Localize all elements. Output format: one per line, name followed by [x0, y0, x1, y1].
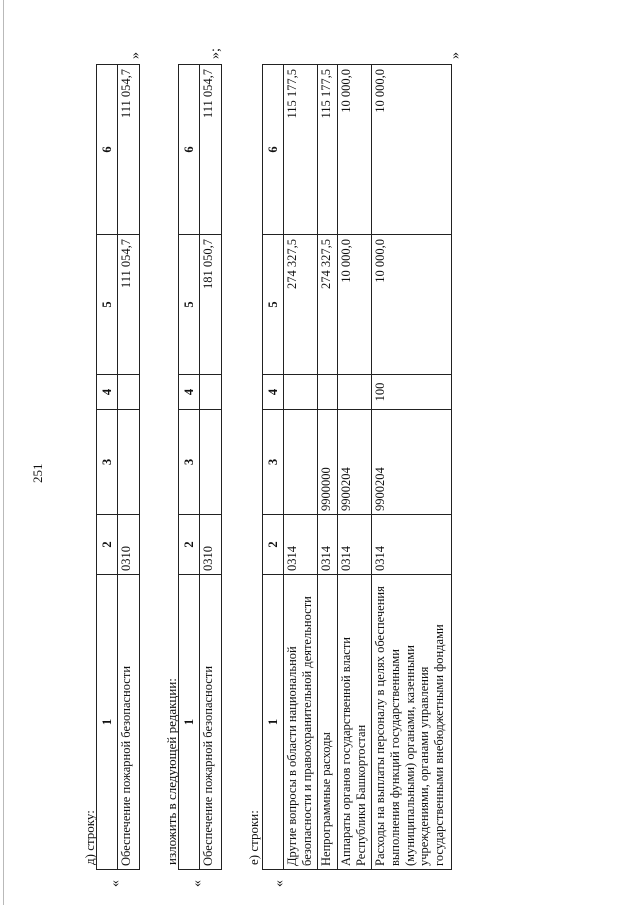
header-cell: 5: [97, 235, 118, 375]
table-header-row: [263, 65, 284, 870]
row-target-article: 9900000: [318, 410, 338, 515]
row-code: 0310: [118, 515, 140, 575]
row-target-article: [200, 410, 222, 515]
row-code: 0314: [338, 515, 372, 575]
row-amount-5: 181 050,7: [200, 235, 222, 375]
header-cell: 3: [97, 410, 118, 515]
section-e-close-quote: »: [448, 52, 463, 59]
table-row: [338, 65, 372, 870]
row-name: Обеспечение пожарной безопасности: [200, 575, 222, 870]
row-amount-5: 274 327,5: [318, 235, 338, 375]
header-cell: 1: [263, 575, 284, 870]
header-cell: 4: [179, 375, 200, 410]
header-cell: 4: [263, 375, 284, 410]
row-amount-5: 10 000,0: [372, 235, 452, 375]
section-d-close-quote: »: [128, 52, 143, 59]
row-name: Непрограммные расходы: [318, 575, 338, 870]
row-amount-6: 111 054,7: [200, 65, 222, 235]
table-row: [118, 65, 140, 870]
header-cell: 5: [179, 235, 200, 375]
row-code: 0314: [318, 515, 338, 575]
section-d-new-label: изложить в следующей редакции:: [164, 678, 179, 865]
row-amount-6: 111 054,7: [118, 65, 140, 235]
row-expense-type: [200, 375, 222, 410]
row-code: 0314: [284, 515, 318, 575]
row-name: Расходы на выплаты персоналу в целях обеспечения выполнения функций государственными (муниципальными) органами, казенными учреждениями, органами управления государственными внебюджетными фондами: [372, 575, 452, 870]
table-row: [318, 65, 338, 870]
header-cell: 5: [263, 235, 284, 375]
table-row: [284, 65, 318, 870]
header-cell: 1: [179, 575, 200, 870]
row-target-article: [284, 410, 318, 515]
header-cell: 3: [179, 410, 200, 515]
header-cell: 4: [97, 375, 118, 410]
row-target-article: 9900204: [372, 410, 452, 515]
section-e-label: е) строки:: [246, 810, 261, 865]
section-d-new-open-quote: «: [190, 880, 205, 887]
section-e-table: [262, 64, 452, 870]
page-number: 251: [30, 463, 45, 483]
row-amount-6: 10 000,0: [338, 65, 372, 235]
table-row: [372, 65, 452, 870]
table-header-row: [97, 65, 118, 870]
header-cell: 3: [263, 410, 284, 515]
row-code: 0310: [200, 515, 222, 575]
header-cell: 2: [97, 515, 118, 575]
header-cell: 1: [97, 575, 118, 870]
row-expense-type: [318, 375, 338, 410]
section-d-label: д) строку:: [82, 810, 97, 865]
row-amount-6: 10 000,0: [372, 65, 452, 235]
section-d-open-quote: «: [108, 880, 123, 887]
header-cell: 6: [179, 65, 200, 235]
row-code: 0314: [372, 515, 452, 575]
row-name: Аппараты органов государственной власти Республики Башкортостан: [338, 575, 372, 870]
table-header-row: [179, 65, 200, 870]
table-row: [200, 65, 222, 870]
row-expense-type: 100: [372, 375, 452, 410]
section-d-new-close-quote: »;: [208, 48, 223, 59]
row-amount-6: 115 177,5: [318, 65, 338, 235]
row-expense-type: [284, 375, 318, 410]
row-name: Обеспечение пожарной безопасности: [118, 575, 140, 870]
row-expense-type: [338, 375, 372, 410]
row-target-article: 9900204: [338, 410, 372, 515]
row-amount-5: 274 327,5: [284, 235, 318, 375]
row-expense-type: [118, 375, 140, 410]
section-e-open-quote: «: [272, 880, 287, 887]
row-target-article: [118, 410, 140, 515]
header-cell: 6: [263, 65, 284, 235]
section-d-new-table: [178, 64, 222, 870]
header-cell: 2: [263, 515, 284, 575]
row-name: Другие вопросы в области национальной безопасности и правоохранительной деятельности: [284, 575, 318, 870]
header-cell: 6: [97, 65, 118, 235]
section-d-table: [96, 64, 140, 870]
row-amount-5: 10 000,0: [338, 235, 372, 375]
row-amount-6: 115 177,5: [284, 65, 318, 235]
header-cell: 2: [179, 515, 200, 575]
row-amount-5: 111 054,7: [118, 235, 140, 375]
